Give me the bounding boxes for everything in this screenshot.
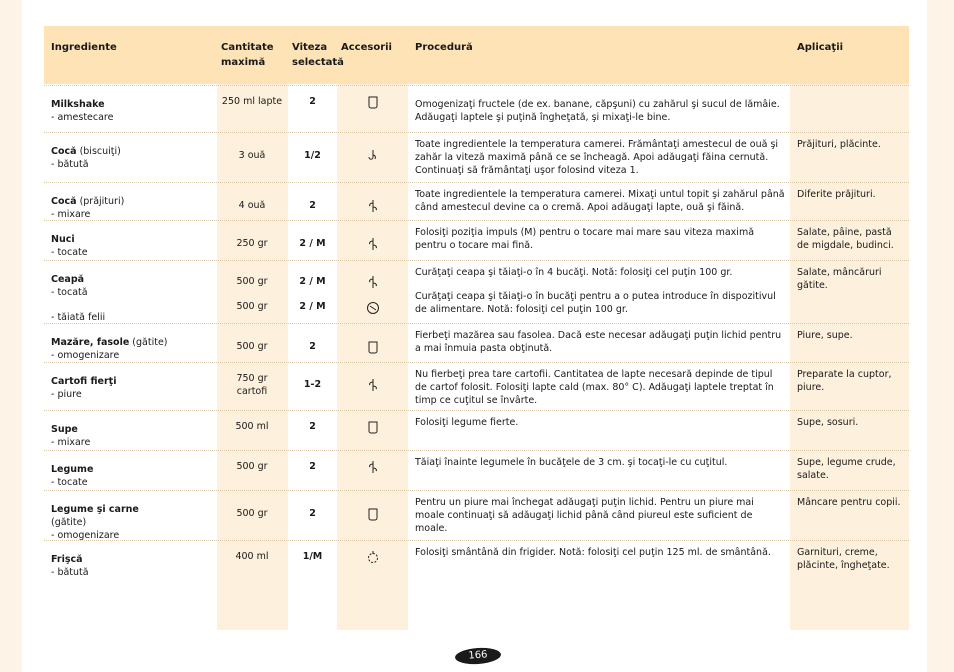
speed: 1-2 [303,379,322,390]
ingredient-name [51,273,211,286]
procedure: Folosiţi poziţia impuls (M) pentru o tocare mai mare sau viteza maximă pentru o tocare mai fină. [415,227,755,251]
header-accesorii: Accesorii [341,42,392,53]
header-viteza: Viteza selectată [292,42,344,68]
table-row [44,182,909,183]
application: Prăjituri, plăcinte. [797,139,881,150]
blade-icon [366,378,380,392]
max-quantity: 500 gr [236,276,268,287]
application: Supe, legume crude, salate. [797,457,896,481]
ingredient-title: Ceapă [51,274,85,285]
max-quantity-2: 500 gr [236,301,268,312]
speed: 2 [309,200,316,211]
header-cantitate: Cantitate maximă [221,42,274,68]
blade-icon [366,199,380,213]
beaker-icon [366,340,380,354]
ingredient-note: (prăjituri) [76,196,125,207]
ingredient-note: (biscuiţi) [76,146,121,157]
ingredient-sub: - mixare [51,209,91,220]
table-row [44,323,909,324]
table-row [44,490,909,491]
speed: 2 [309,421,316,432]
ingredient-title: Nuci [51,234,75,245]
ingredient-name [51,98,211,111]
header-aplicatii: Aplicaţii [797,42,844,53]
speed: 2 / M [299,238,326,249]
ingredient-title: Legume şi carne [51,504,139,515]
ingredient-sub: - mixare [51,437,91,448]
ingredient-name [51,463,211,476]
ingredient-title: Legume [51,464,94,475]
ingredient-title: Cartofi fierţi [51,376,117,387]
ingredient-sub: - piure [51,389,82,400]
ingredient-sub2: - tăiată felii [51,312,106,323]
ingredient-title: Cocă [51,196,77,207]
procedure: Tăiaţi înainte legumele în bucăţele de 3 cm. şi tocaţi-le cu cuţitul. [415,457,728,468]
table-row [44,410,909,411]
header-procedura: Procedură [415,42,473,53]
blade-icon [366,460,380,474]
max-quantity: 500 ml [235,421,269,432]
procedure: Pentru un piure mai închegat adăugaţi puţin lichid. Pentru un piure mai moale continuaţi să adăugaţi lichid până când piureul este suficient de moale. [415,497,754,534]
ingredient-note: (gătite) [129,337,168,348]
table-row [44,132,909,133]
table-row [44,540,909,541]
ingredient-sub: - tocate [51,477,88,488]
ingredient-sub: - omogenizare [51,350,120,361]
ingredient-name [51,553,211,566]
dough-hook-icon [366,149,380,163]
ingredient-sub: - tocate [51,247,88,258]
max-quantity: 400 ml [235,551,269,562]
ingredient-name [51,503,211,516]
ingredient-name [51,145,211,158]
application: Diferite prăjituri. [797,189,876,200]
max-quantity: 750 gr cartofi [236,373,268,397]
application: Salate, pâine, pastă de migdale, budinci. [797,227,894,251]
application: Mâncare pentru copii. [797,497,901,508]
max-quantity: 250 ml lapte [221,96,283,107]
ingredient-sub: - amestecare [51,112,114,123]
ingredient-title: Milkshake [51,99,105,110]
procedure: Fierbeţi mazărea sau fasolea. Dacă este necesar adăugaţi puţin lichid pentru a mai înmuia pasta obţinută. [415,330,782,354]
ingredient-sub: (gătite) [51,517,87,528]
blade-icon [366,275,380,289]
ingredient-sub: - bătută [51,567,89,578]
max-quantity: 500 gr [236,461,268,472]
procedure: Nu fierbeţi prea tare cartofii. Cantitatea de lapte necesară depinde de tipul de cartof folosit. Folosiţi lapte cald (max. 80° C). Adăugaţi laptele treptat în timp ce cuţitul se învârte. [415,369,774,406]
blade-icon [366,237,380,251]
header-ingrediente: Ingrediente [51,42,117,53]
procedure: Toate ingredientele la temperatura camerei. Mixaţi untul topit şi zahărul până când amestecul devine ca o cremă. Apoi adăugaţi lapte, ouă şi făină. [415,189,785,213]
table-row [44,450,909,451]
ingredient-title: Cocă [51,146,77,157]
max-quantity: 3 ouă [238,150,266,161]
ingredient-sub: - tocată [51,287,88,298]
ingredient-name [51,233,211,246]
beaker-icon [366,507,380,521]
speed: 2 / M [299,276,326,287]
application: Piure, supe. [797,330,853,341]
speed-2: 2 / M [299,301,326,312]
slicing-disc-icon [366,301,380,315]
ingredient-name [51,423,211,436]
ingredient-title: Frişcă [51,554,83,565]
speed: 2 [309,96,316,107]
ingredient-name [51,195,211,208]
page-number: 166 [454,646,501,665]
table-row [44,220,909,221]
procedure: Folosiţi legume fierte. [415,417,519,428]
max-quantity: 250 gr [236,238,268,249]
procedure: Toate ingredientele la temperatura camerei. Frământaţi amestecul de ouă şi zahăr la viteză maximă până ce se încheagă. Apoi adăugaţi făina cernută. Continuaţi să frământaţi uşor folosind viteza 1. [415,139,779,176]
procedure: Folosiţi smântână din frigider. Notă: folosiţi cel puţin 125 ml. de smântână. [415,547,771,558]
speed: 2 [309,461,316,472]
table-row [44,260,909,261]
application: Preparate la cuptor, piure. [797,369,892,393]
table-row [44,85,909,86]
whisk-icon [366,550,380,564]
application: Salate, mâncăruri gătite. [797,267,882,291]
beaker-icon [366,420,380,434]
procedure-2: Curăţaţi ceapa şi tăiaţi-o în bucăţi pentru a o putea introduce în dispozitivul de alimentare. Notă: folosiţi cel puţin 100 gr. [415,291,776,315]
max-quantity: 500 gr [236,508,268,519]
procedure: Omogenizaţi fructele (de ex. banane, căpşuni) cu zahărul şi sucul de lămâie. Adăugaţi laptele şi puţină îngheţată, şi mixaţi-le bine. [415,99,780,123]
application: Garnituri, creme, plăcinte, îngheţate. [797,547,890,571]
ingredient-name [51,336,211,349]
ingredient-sub: - bătută [51,159,89,170]
ingredient-name [51,375,211,388]
speed: 1/2 [304,150,321,161]
application: Supe, sosuri. [797,417,859,428]
ingredient-sub2: - omogenizare [51,530,120,541]
speed: 1/M [302,551,323,562]
ingredient-title: Supe [51,424,78,435]
max-quantity: 500 gr [236,341,268,352]
beaker-icon [366,95,380,109]
speed: 2 [309,508,316,519]
speed: 2 [309,341,316,352]
table-header [44,26,909,84]
table-row [44,362,909,363]
ingredient-title: Mazăre, fasole [51,337,130,348]
procedure: Curăţaţi ceapa şi tăiaţi-o în 4 bucăţi. Notă: folosiţi cel puţin 100 gr. [415,267,733,278]
max-quantity: 4 ouă [238,200,266,211]
